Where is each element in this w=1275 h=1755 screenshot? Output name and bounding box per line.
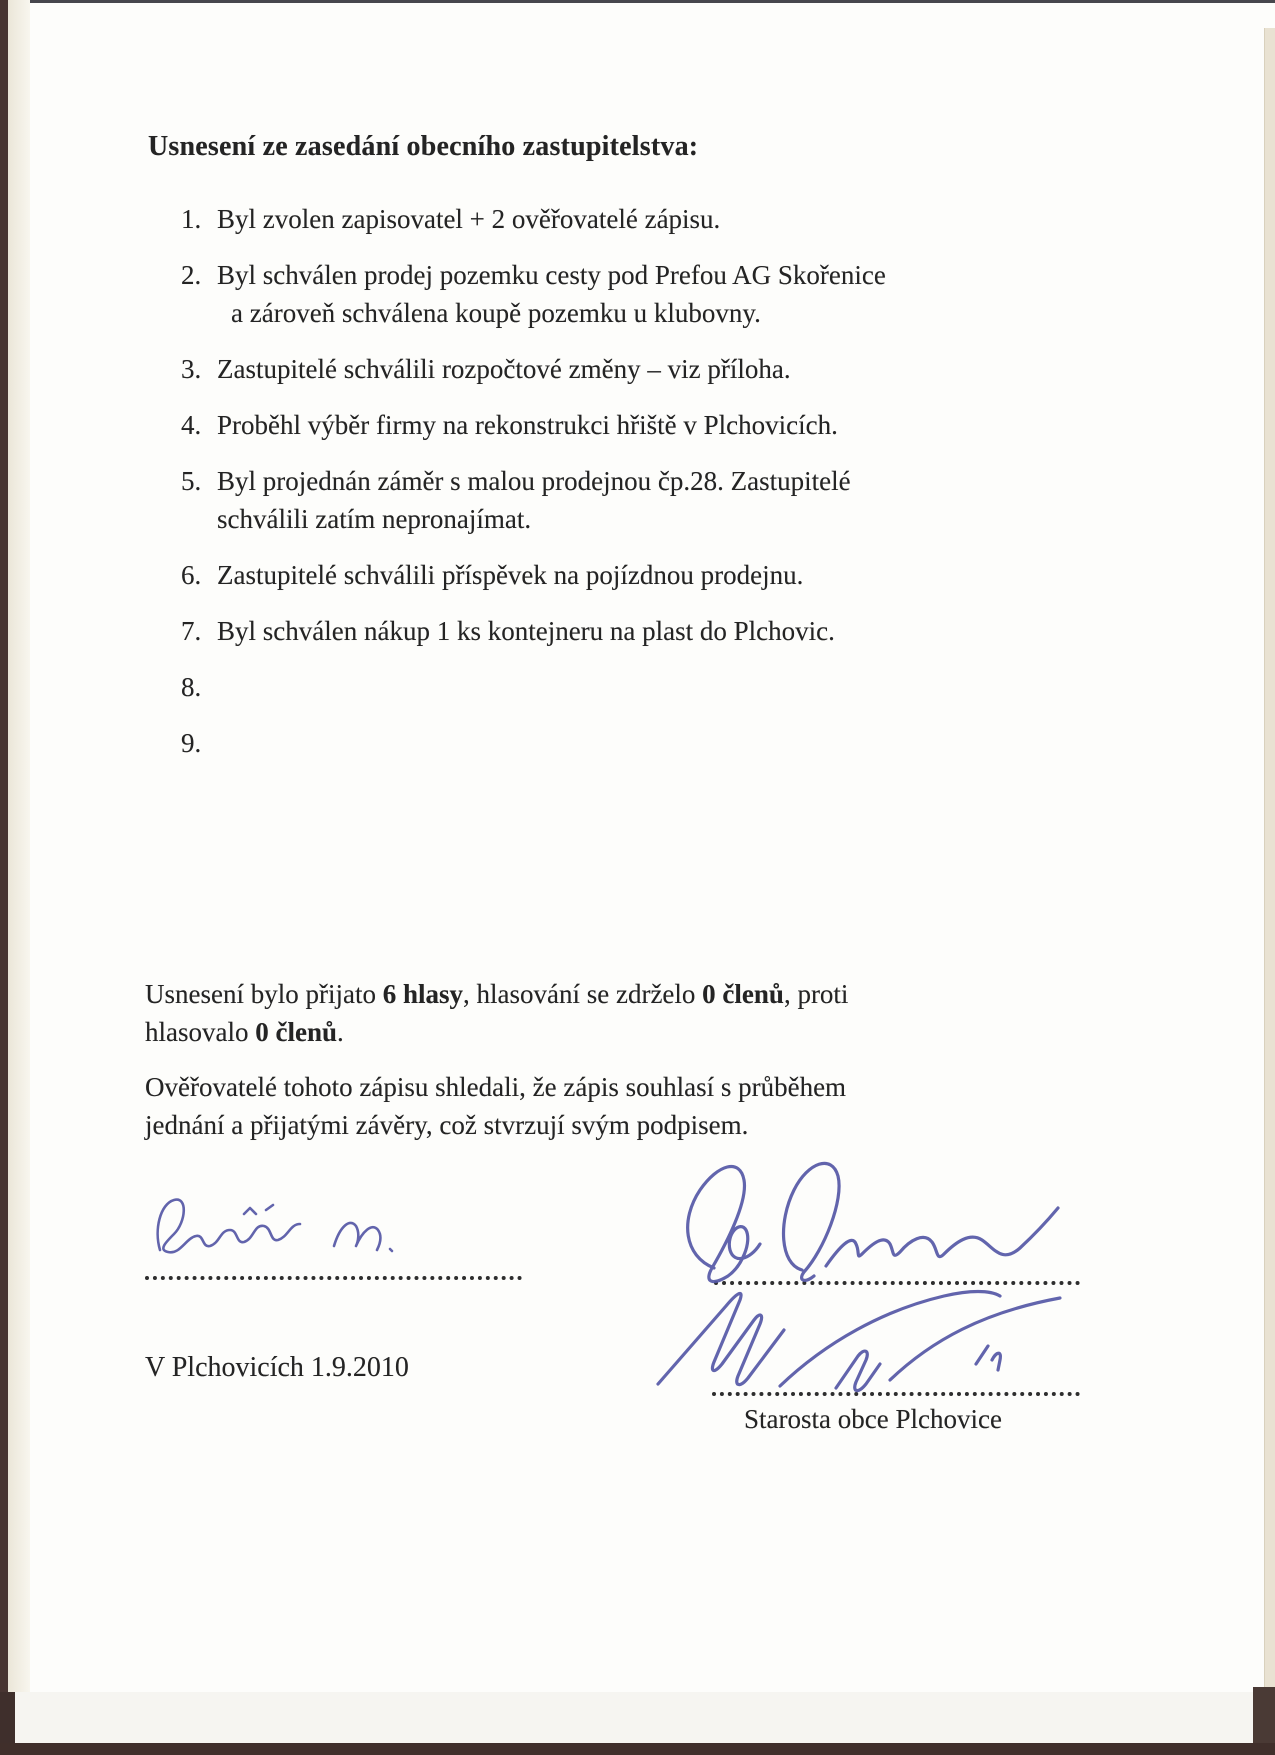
list-item-text: Byl schválen nákup 1 ks kontejneru na plast do Plchovic. xyxy=(217,616,835,646)
list-item xyxy=(181,406,1041,444)
scan-edge-bottom-shadow xyxy=(15,1692,1255,1744)
mayor-signature-caption: Starosta obce Plchovice xyxy=(744,1404,1002,1434)
scan-edge-left-dark xyxy=(0,0,8,1755)
verification-text-line1: Ověřovatelé tohoto zápisu shledali, že zápis souhlasí s průběhem xyxy=(145,1072,847,1102)
resolution-list xyxy=(181,200,1041,780)
voting-text: hlasovalo xyxy=(145,1017,256,1047)
against-count: 0 členů xyxy=(255,1017,337,1047)
list-item xyxy=(181,556,1041,594)
list-item-text: Zastupitelé schválili rozpočtové změny – viz příloha. xyxy=(217,354,791,384)
scan-edge-right-beige xyxy=(1264,28,1275,1690)
list-item-text: Proběhl výběr firmy na rekonstrukci hřiště v Plchovicích. xyxy=(217,410,838,440)
votes-for-count: 6 hlasy xyxy=(382,979,463,1009)
list-item-number: 6. xyxy=(181,560,202,590)
verification-text-line2: jednání a přijatými závěry, což stvrzují svým podpisem. xyxy=(145,1110,749,1140)
page-title: Usnesení ze zasedání obecního zastupitelstva: xyxy=(148,131,699,162)
mayor-signature-upper-icon xyxy=(650,1138,1080,1288)
list-item xyxy=(181,668,1041,706)
list-item xyxy=(181,350,1041,388)
mayor-signature-lower-icon xyxy=(640,1268,1110,1398)
list-item-text: Zastupitelé schválili příspěvek na pojízdnou prodejnu. xyxy=(217,560,804,590)
list-item-text-line2: schválili zatím nepronajímat. xyxy=(217,504,532,534)
list-item xyxy=(181,462,1041,538)
scan-edge-bottom-band xyxy=(0,1743,1275,1755)
list-item-number: 8. xyxy=(181,672,202,702)
list-item-number: 4. xyxy=(181,410,202,440)
list-item-number: 5. xyxy=(181,466,202,496)
list-item-number: 9. xyxy=(181,728,202,758)
voting-result-paragraph xyxy=(145,975,1065,1051)
scan-edge-top xyxy=(0,0,1275,3)
scan-edge-left-beige xyxy=(8,0,30,1700)
verification-paragraph xyxy=(145,1068,1065,1144)
list-item-text-line2: a zároveň schválena koupě pozemku u klubovny. xyxy=(231,298,761,328)
place-and-date: V Plchovicích 1.9.2010 xyxy=(145,1352,409,1383)
list-item xyxy=(181,200,1041,238)
list-item-number: 1. xyxy=(181,204,202,234)
list-item-number: 3. xyxy=(181,354,202,384)
list-item-number: 7. xyxy=(181,616,202,646)
list-item-text: Byl schválen prodej pozemku cesty pod Prefou AG Skořenice xyxy=(217,260,886,290)
list-item xyxy=(181,256,1041,332)
abstained-count: 0 členů xyxy=(702,979,784,1009)
verifier-signature-icon xyxy=(148,1178,448,1273)
list-item xyxy=(181,724,1041,762)
voting-text: , hlasování se zdrželo xyxy=(463,979,703,1009)
list-item xyxy=(181,612,1041,650)
voting-text: , proti xyxy=(783,979,849,1009)
voting-text: . xyxy=(337,1017,344,1047)
list-item-text: Byl zvolen zapisovatel + 2 ověřovatelé zápisu. xyxy=(217,204,721,234)
list-item-text: Byl projednán záměr s malou prodejnou čp.28. Zastupitelé xyxy=(217,466,851,496)
list-item-number: 2. xyxy=(181,260,202,290)
voting-text: Usnesení bylo přijato xyxy=(145,979,383,1009)
